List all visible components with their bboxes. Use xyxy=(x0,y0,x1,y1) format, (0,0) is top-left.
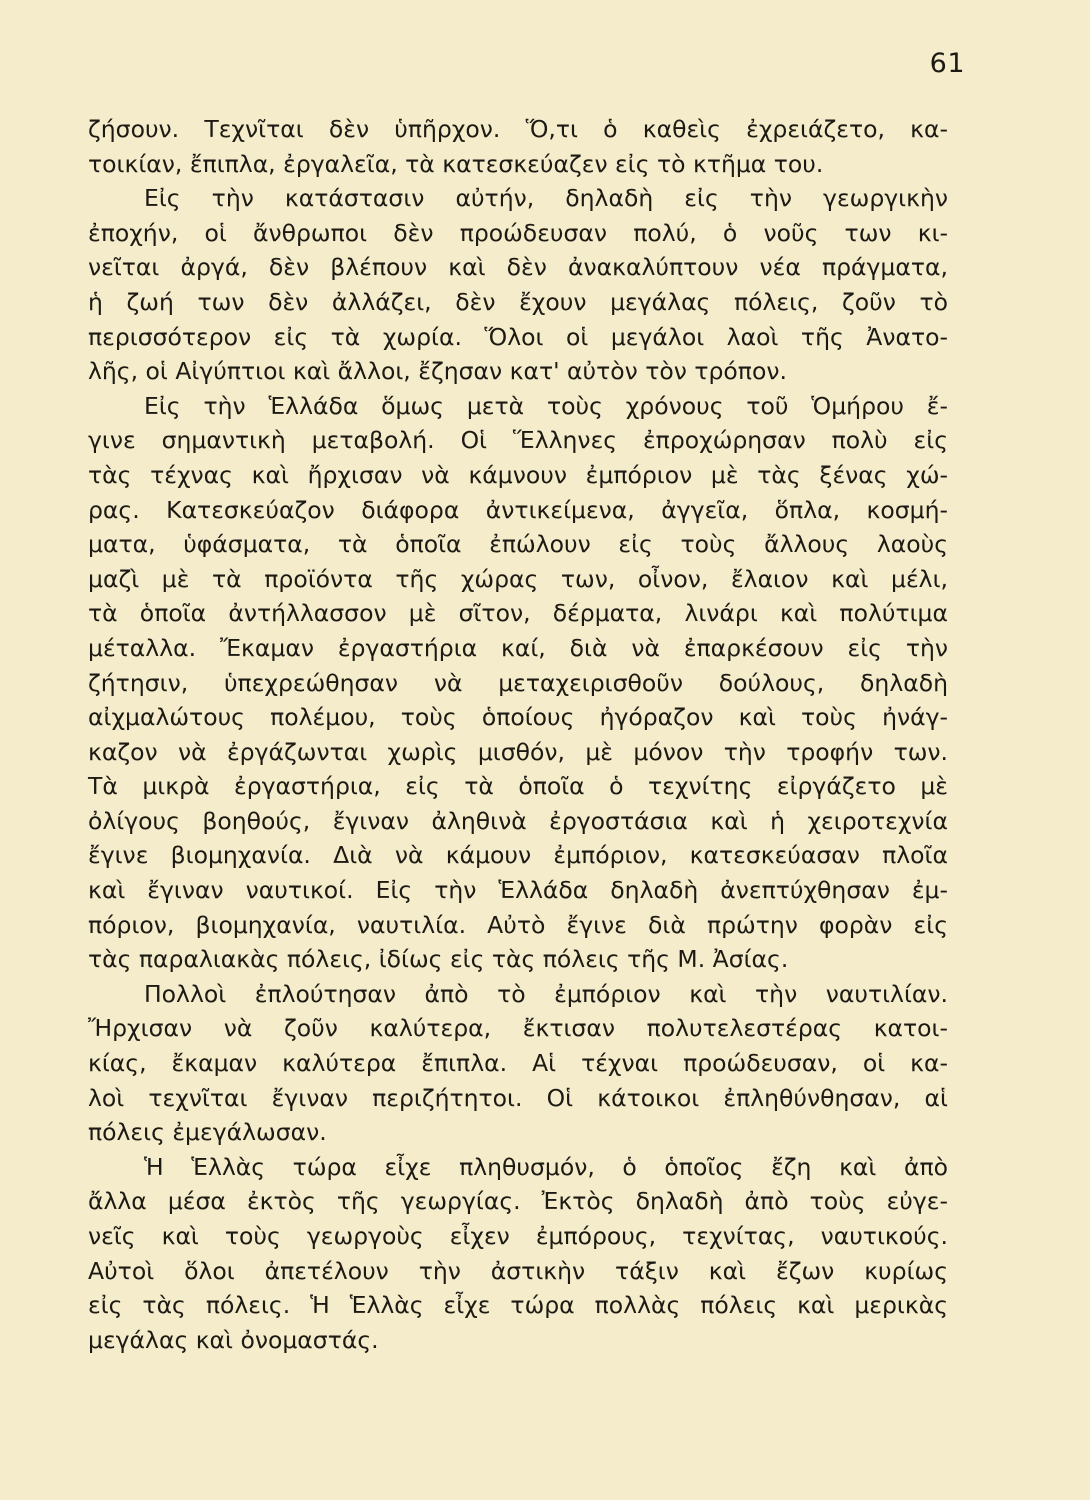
text-line: Εἰς τὴν Ἑλλάδα ὅμως μετὰ τοὺς χρόνους τοῦ Ὁμήρου ἔ- xyxy=(144,391,948,420)
text-line: κίας, ἔκαμαν καλύτερα ἔπιπλα. Αἱ τέχναι προώδευσαν, οἱ κα- xyxy=(88,1049,948,1078)
text-line: αἰχμαλώτους πολέμου, τοὺς ὁποίους ἠγόραζον καὶ τοὺς ἠνάγ- xyxy=(88,703,948,732)
text-line: πόριον, βιομηχανία, ναυτιλία. Αὐτὸ ἔγινε διὰ πρώτην φορὰν εἰς xyxy=(88,910,948,939)
text-line: λῆς, οἱ Αἰγύπτιοι καὶ ἄλλοι, ἔζησαν κατ' αὐτὸν τὸν τρόπον. xyxy=(88,357,787,386)
text-line: περισσότερον εἰς τὰ χωρία. Ὅλοι οἱ μεγάλοι λαοὶ τῆς Ἀνατο- xyxy=(88,322,948,351)
text-line: ἔγινε βιομηχανία. Διὰ νὰ κάμουν ἐμπόριον, κατεσκεύασαν πλοῖα xyxy=(88,841,948,870)
text-line: νεῖς καὶ τοὺς γεωργοὺς εἶχεν ἐμπόρους, τεχνίτας, ναυτικούς. xyxy=(88,1222,948,1250)
text-line: εἰς τὰς πόλεις. Ἡ Ἑλλὰς εἶχε τώρα πολλὰς πόλεις καὶ μερικὰς xyxy=(88,1291,948,1320)
text-line: νεῖται ἀργά, δὲν βλέπουν καὶ δὲν ἀνακαλύπτουν νέα πράγματα, xyxy=(88,253,948,282)
text-line: τοικίαν, ἔπιπλα, ἐργαλεῖα, τὰ κατεσκεύαζεν εἰς τὸ κτῆμα του. xyxy=(88,149,824,178)
text-line: καζον νὰ ἐργάζωνται χωρὶς μισθόν, μὲ μόνον τὴν τροφήν των. xyxy=(88,737,948,766)
text-line: ἡ ζωή των δὲν ἀλλάζει, δὲν ἔχουν μεγάλας πόλεις, ζοῦν τὸ xyxy=(88,287,948,316)
text-line: ζήσουν. Τεχνῖται δὲν ὑπῆρχον. Ὅ,τι ὁ καθεὶς ἐχρειάζετο, κα- xyxy=(88,115,948,143)
text-line: ἐποχήν, οἱ ἄνθρωποι δὲν προώδευσαν πολύ, ὁ νοῦς των κι- xyxy=(88,218,948,247)
text-line: ματα, ὑφάσματα, τὰ ὁποῖα ἐπώλουν εἰς τοὺς ἄλλους λαοὺς xyxy=(88,530,948,559)
text-line: πόλεις ἐμεγάλωσαν. xyxy=(88,1118,327,1147)
text-line: Ἤρχισαν νὰ ζοῦν καλύτερα, ἔκτισαν πολυτελεστέρας κατοι- xyxy=(88,1014,948,1043)
body-text xyxy=(88,112,948,1357)
page-number: 61 xyxy=(929,48,965,79)
text-line: ἄλλα μέσα ἐκτὸς τῆς γεωργίας. Ἐκτὸς δηλαδὴ ἀπὸ τοὺς εὐγε- xyxy=(88,1187,948,1216)
text-line: ρας. Κατεσκεύαζον διάφορα ἀντικείμενα, ἀγγεῖα, ὅπλα, κοσμή- xyxy=(88,495,948,524)
text-line: ὀλίγους βοηθούς, ἔγιναν ἀληθινὰ ἐργοστάσια καὶ ἡ χειροτεχνία xyxy=(88,806,948,835)
text-line: Εἰς τὴν κατάστασιν αὐτήν, δηλαδὴ εἰς τὴν γεωργικὴν xyxy=(144,184,948,213)
text-line: τὰς παραλιακὰς πόλεις, ἰδίως εἰς τὰς πόλεις τῆς Μ. Ἀσίας. xyxy=(88,945,789,974)
text-line: ζήτησιν, ὑπεχρεώθησαν νὰ μεταχειρισθοῦν δούλους, δηλαδὴ xyxy=(88,668,948,697)
text-line: λοὶ τεχνῖται ἔγιναν περιζήτητοι. Οἱ κάτοικοι ἐπληθύνθησαν, αἱ xyxy=(88,1083,948,1112)
text-line: Πολλοὶ ἐπλούτησαν ἀπὸ τὸ ἐμπόριον καὶ τὴν ναυτιλίαν. xyxy=(144,979,948,1008)
text-line: μεγάλας καὶ ὀνομαστάς. xyxy=(88,1325,379,1354)
text-line: μαζὶ μὲ τὰ προϊόντα τῆς χώρας των, οἶνον, ἔλαιον καὶ μέλι, xyxy=(88,564,948,593)
text-line: Ἡ Ἑλλὰς τώρα εἶχε πληθυσμόν, ὁ ὁποῖος ἔζη καὶ ἀπὸ xyxy=(144,1152,948,1181)
text-line: μέταλλα. Ἔκαμαν ἐργαστήρια καί, διὰ νὰ ἐπαρκέσουν εἰς τὴν xyxy=(88,633,948,662)
text-line: γινε σημαντικὴ μεταβολή. Οἱ Ἕλληνες ἐπροχώρησαν πολὺ εἰς xyxy=(88,426,948,455)
text-line: Τὰ μικρὰ ἐργαστήρια, εἰς τὰ ὁποῖα ὁ τεχνίτης εἰργάζετο μὲ xyxy=(88,772,948,801)
text-line: Αὐτοὶ ὅλοι ἀπετέλουν τὴν ἀστικὴν τάξιν καὶ ἔζων κυρίως xyxy=(88,1256,948,1285)
text-line: τὰς τέχνας καὶ ἤρχισαν νὰ κάμνουν ἐμπόριον μὲ τὰς ξένας χώ- xyxy=(88,460,948,489)
text-line: τὰ ὁποῖα ἀντήλλασσον μὲ σῖτον, δέρματα, λινάρι καὶ πολύτιμα xyxy=(88,599,948,628)
text-line: καὶ ἔγιναν ναυτικοί. Εἰς τὴν Ἑλλάδα δηλαδὴ ἀνεπτύχθησαν ἐμ- xyxy=(88,876,948,905)
